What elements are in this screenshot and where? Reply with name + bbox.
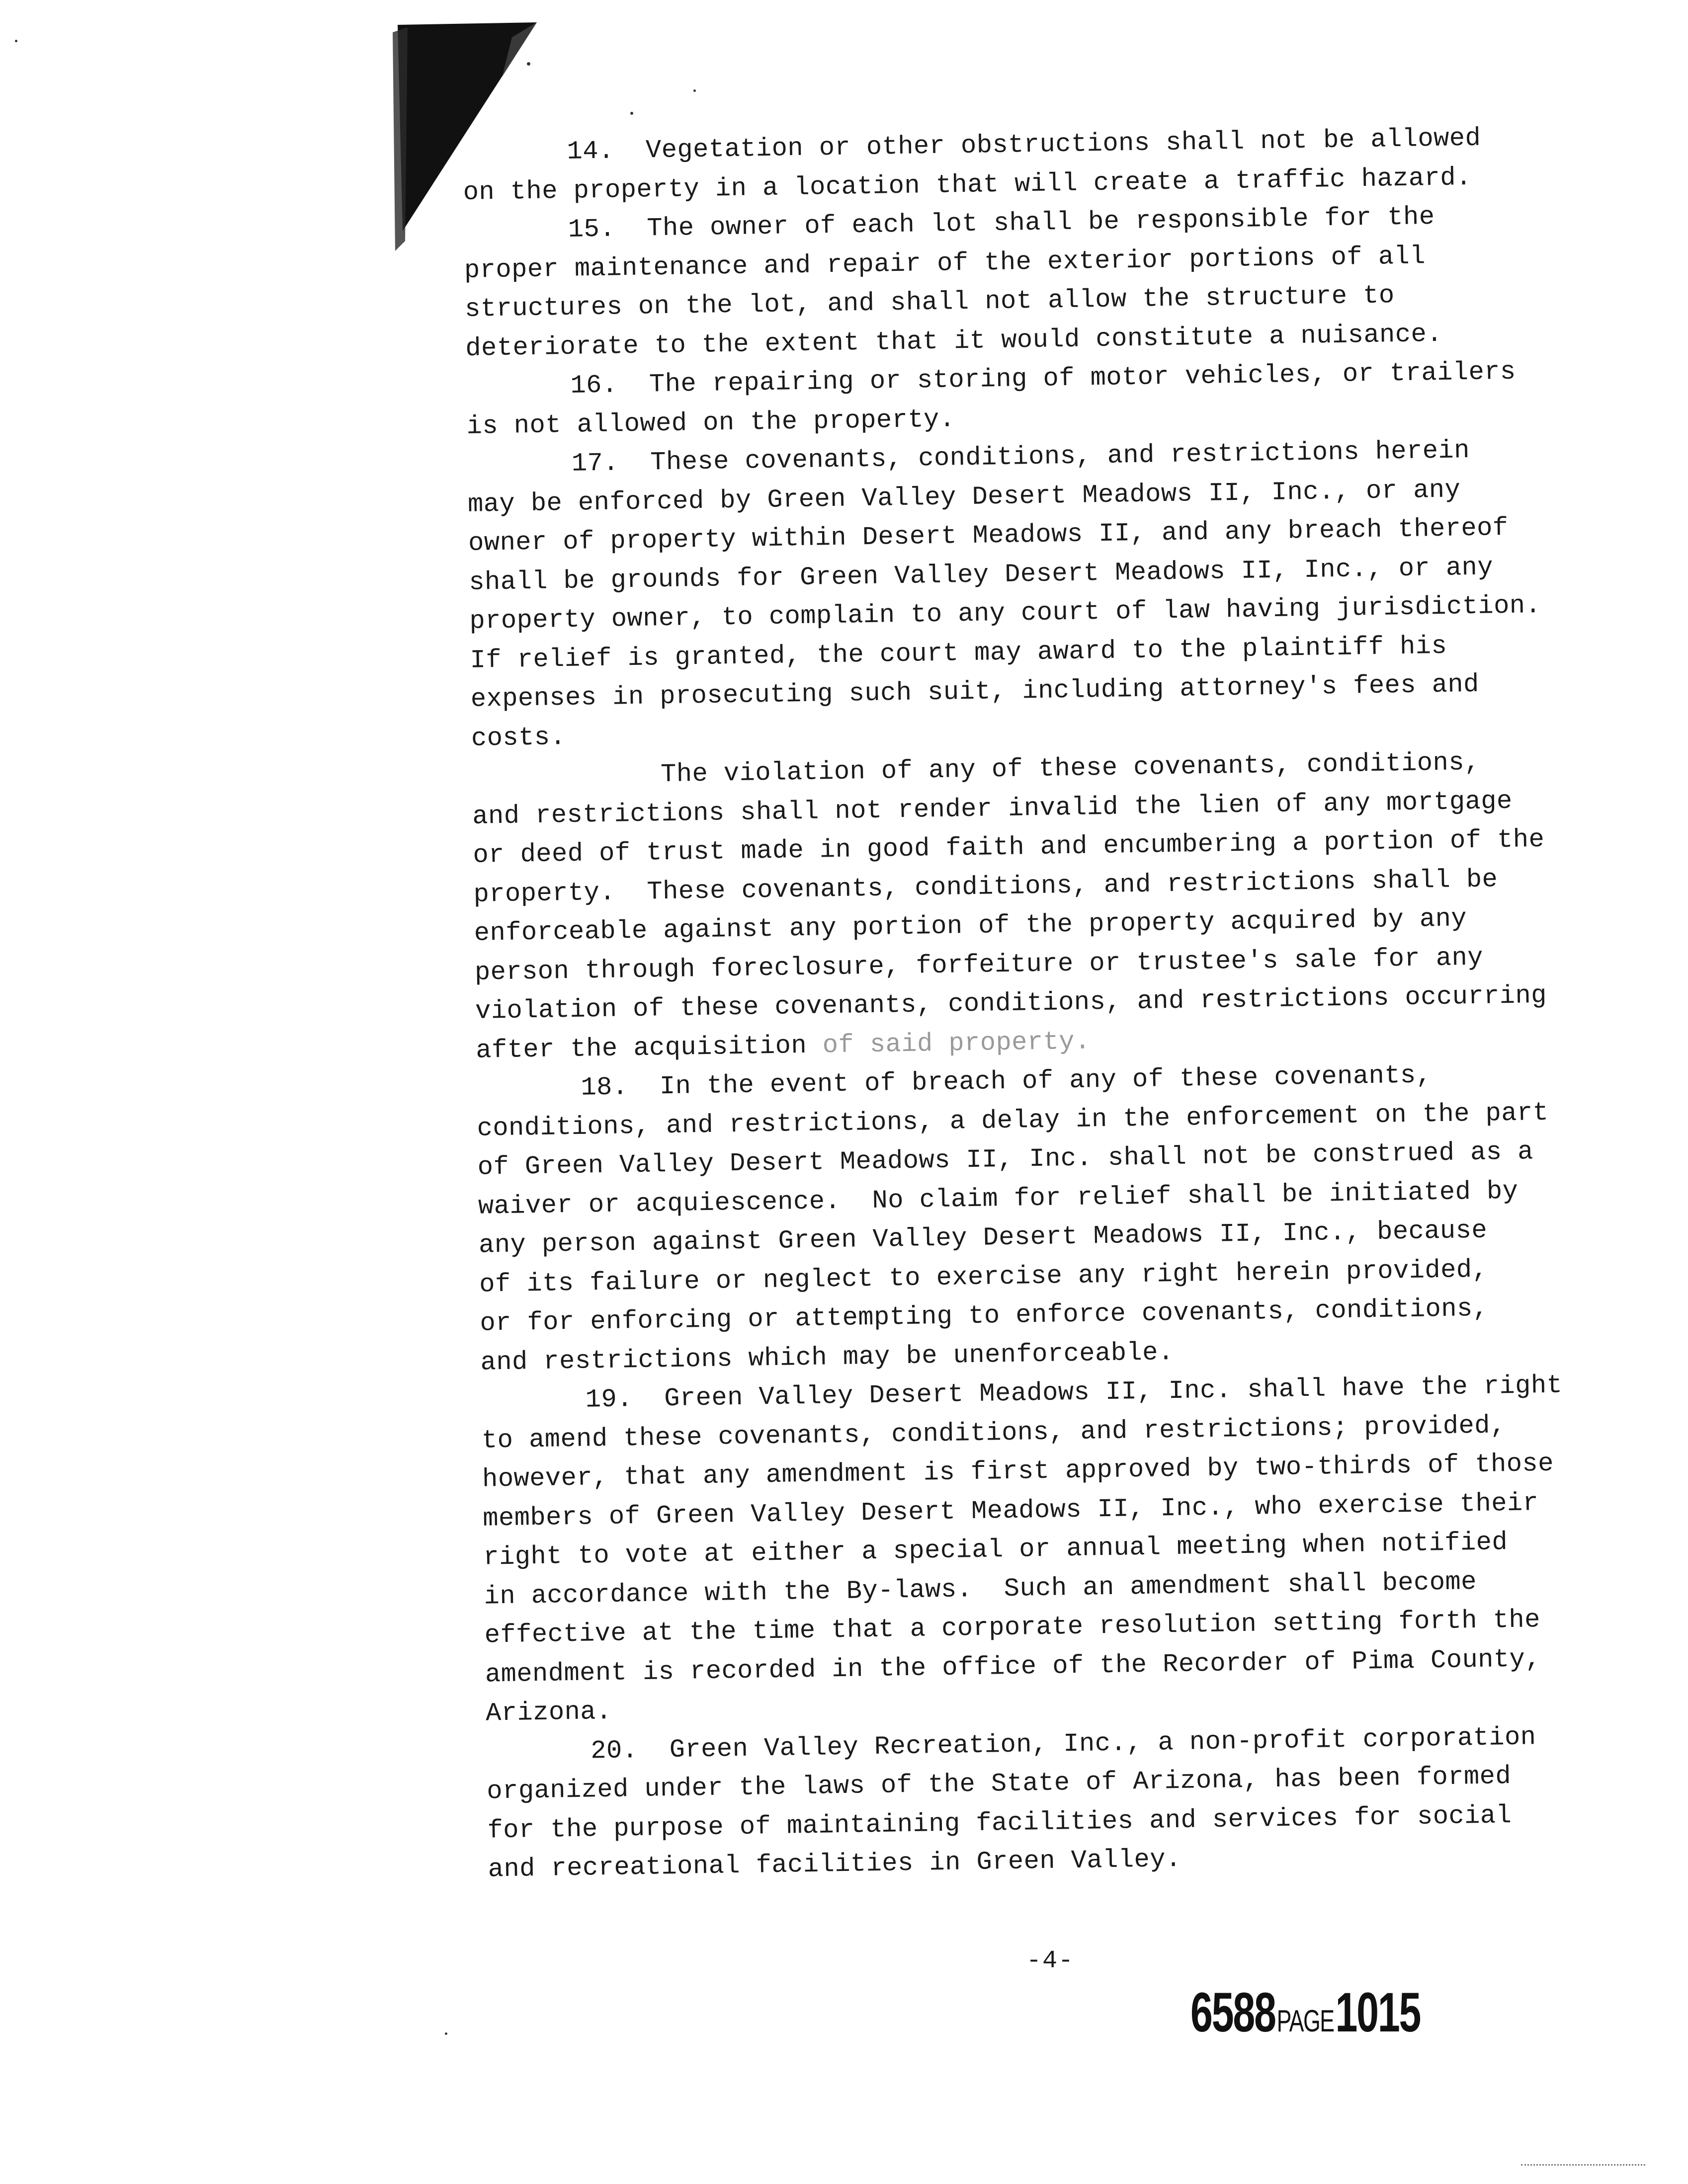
text-line-content: enforceable against any portion of the property acquired by any [474,904,1467,948]
text-line-content: owner of property within Desert Meadows II, and any breach thereof [468,513,1509,558]
text-line-content: The violation of any of these covenants, conditions, [660,747,1481,790]
text-line-content: conditions, and restrictions, a delay in the enforcement on the part [477,1098,1549,1143]
text-line-content: organized under the laws of the State of Arizona, has been formed [487,1762,1512,1806]
text-line-content: structures on the lot, and shall not allow the structure to [464,281,1395,324]
document-body [462,118,1587,1889]
scan-speck [630,112,633,115]
record-page-number: 1015 [1335,1981,1421,2043]
text-line-content: for the purpose of maintaining facilities and services for social [487,1800,1512,1846]
text-line-content: deteriorate to the extent that it would constitute a nuisance. [465,319,1443,363]
text-line-content: shall be grounds for Green Valley Desert Meadows II, Inc., or any [468,552,1494,597]
text-line-content: If relief is granted, the court may award to the plaintiff his [470,631,1447,675]
page-number: -4- [1026,1947,1075,1975]
text-line-content: violation of these covenants, conditions, and restrictions occurring [475,980,1547,1026]
text-line-content: or deed of trust made in good faith and encumbering a portion of the [473,824,1545,870]
scan-speck [445,2032,447,2035]
text-line-content: and restrictions which may be unenforceable. [480,1337,1174,1377]
text-line-content: on the property in a location that will create a traffic hazard. [463,162,1472,207]
text-line-content: of Green Valley Desert Meadows II, Inc. shall not be construed as a [477,1137,1534,1182]
text-line-content: waiver or acquiescence. No claim for relief shall be initiated by [478,1176,1519,1221]
text-line-content: however, that any amendment is first approved by two-thirds of those [482,1449,1554,1494]
text-line-content: to amend these covenants, conditions, and restrictions; provided, [481,1410,1507,1456]
text-line-content: 15. The owner of each lot shall be responsible for the [568,202,1435,244]
text-line-content: or for enforcing or attempting to enforce covenants, conditions, [480,1294,1489,1338]
text-line-content: 16. The repairing or storing of motor vehicles, or trailers [570,357,1517,401]
text-line-content: after the acquisition [475,1031,807,1065]
text-line-content: members of Green Valley Desert Meadows II, Inc., who exercise their [482,1488,1539,1534]
record-docket-number: 6588 [1190,1981,1275,2043]
text-line-content: is not allowed on the property. [466,404,955,441]
text-line-content: 20. Green Valley Recreation, Inc., a non-profit corporation [590,1722,1536,1766]
text-line-content: property. These covenants, conditions, and restrictions shall be [473,864,1498,909]
record-page-word: PAGE [1276,2004,1334,2038]
scan-edge-mark [1521,2164,1645,2168]
text-line-content: 17. These covenants, conditions, and restrictions herein [571,436,1470,479]
scan-speck [693,89,696,92]
scan-speck [15,40,17,42]
text-line-content: person through foreclosure, forfeiture or trustee's sale for any [474,943,1484,987]
text-line-content: expenses in prosecuting such suit, including attorney's fees and [470,669,1480,714]
text-line-content: 14. Vegetation or other obstructions shall not be allowed [567,123,1481,166]
text-line-content: may be enforced by Green Valley Desert Meadows II, Inc., or any [467,475,1461,519]
faded-text: of said property. [806,1026,1091,1060]
text-line-content: in accordance with the By-laws. Such an amendment shall become [484,1567,1477,1612]
text-line-content: proper maintenance and repair of the exterior portions of all [464,241,1426,285]
text-line-content: and recreational facilities in Green Valley. [488,1844,1182,1884]
text-line-content: of its failure or neglect to exercise any right herein provided, [479,1255,1488,1299]
text-line-content: any person against Green Valley Desert Meadows II, Inc., because [478,1215,1488,1260]
text-line-content: Arizona. [485,1697,612,1728]
text-line-content: effective at the time that a corporate resolution setting forth the [484,1605,1541,1650]
text-line-content: 18. In the event of breach of any of these covenants, [581,1060,1432,1103]
text-line-content: amendment is recorded in the office of the Recorder of Pima County, [485,1644,1541,1690]
text-line-content: property owner, to complain to any court of law having jurisdiction. [469,590,1541,636]
scan-speck [527,62,530,66]
text-line-content: 19. Green Valley Desert Meadows II, Inc. shall have the right [585,1371,1563,1415]
text-line-content: and restrictions shall not render invalid the lien of any mortgage [472,786,1513,831]
text-line-content: costs. [471,722,566,753]
text-line-content: right to vote at either a special or annual meeting when notified [483,1528,1508,1572]
record-stamp [1190,1980,1420,2044]
